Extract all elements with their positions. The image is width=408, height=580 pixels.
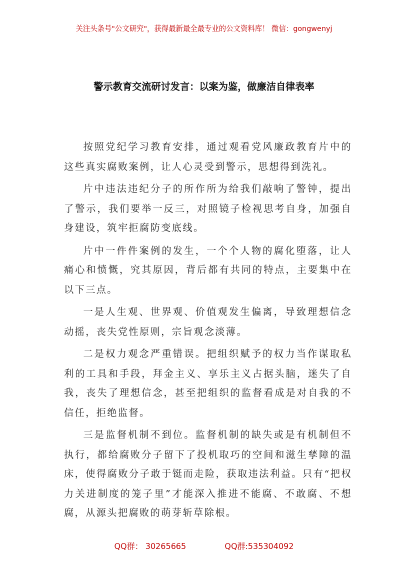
paragraph: 三是监督机制不到位。监督机制的缺失或是有机制但不执行，都给腐败分子留下了投机取巧的空间和滋生孳障的温床，使得腐败分子敢于铤而走险，获取违法利益。只有“把权力关进制度的笼子里”才能深入推进不能腐、不敢腐、不想腐，从源头把腐败的萌芽斩草除根。	[64, 430, 352, 519]
paragraph: 片中违法违纪分子的所作所为给我们敲响了警钟，提出了警示，我们要举一反三，对照镜子检视思考自身，加强自身建设，筑牢拒腐防变底线。	[64, 184, 352, 234]
paragraph: 二是权力观念严重错误。把组织赋予的权力当作谋取私利的工具和手段，拜金主义、享乐主义占据头脑，迷失了自我，丧失了理想信念，甚至把组织的监督看成是对自我的不信任，拒绝监督。	[64, 349, 352, 419]
paragraph: 片中一件件案例的发生，一个个人物的腐化堕落，让人痛心和愤慨，究其原因，背后都有共同的特点，主要集中在以下三点。	[64, 245, 352, 296]
document-body	[64, 138, 352, 527]
header-banner: 关注头条号"公文研究"，获得最新最全最专业的公文资料库！ 微信：gongwenyj	[75, 24, 333, 33]
footer-qq-group-1: QQ群： 30265665	[114, 542, 187, 551]
paragraph: 一是人生观、世界观、价值观发生偏离，导致理想信念动摇，丧失党性原则，宗旨观念淡薄。	[64, 307, 352, 338]
footer	[0, 541, 408, 552]
footer-qq-group-2: QQ群:535304092	[224, 542, 294, 551]
paragraph: 按照党纪学习教育安排，通过观看党风廉政教育片中的这些真实腐败案例，让人心灵受到警示，思想得到洗礼。	[64, 142, 352, 173]
document-title: 警示教育交流研讨发言：以案为鉴，做廉洁自律表率	[93, 82, 315, 93]
